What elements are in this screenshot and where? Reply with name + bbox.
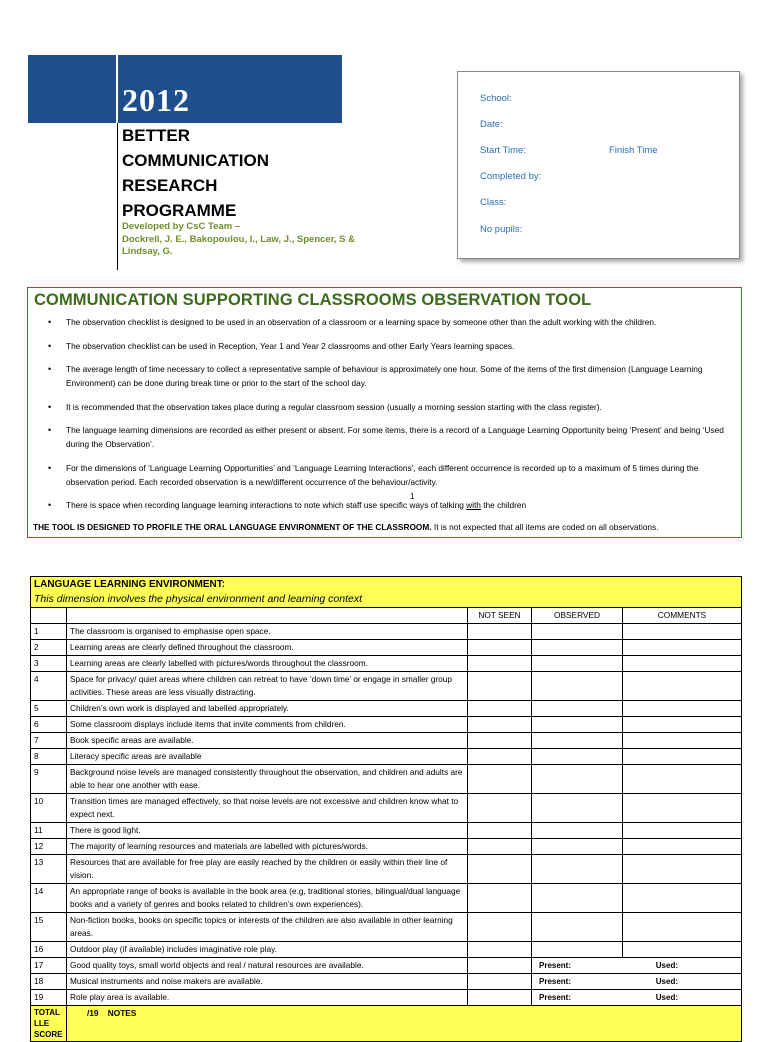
row-criterion: Book specific areas are available. [67, 733, 468, 749]
row-number: 7 [31, 733, 67, 749]
instruction-item: • The language learning dimensions are recorded as either present or absent. For some items, there is a record of a Language Learning Opportunity being ‘Present’ and being ‘Used during the Observation’. [48, 423, 738, 451]
table-title-row [31, 577, 742, 608]
row-number: 10 [31, 794, 67, 823]
title-line: COMMUNICATION [122, 151, 269, 170]
table-row [31, 884, 742, 913]
table-subtitle: This dimension involves the physical environment and learning context [34, 593, 363, 605]
total-label-line: LLE [34, 1019, 50, 1028]
row-number: 16 [31, 942, 67, 958]
not-seen-cell[interactable] [468, 794, 532, 823]
table-row [31, 749, 742, 765]
credit-line: Lindsay, G. [122, 246, 173, 257]
instruction-item: • The average length of time necessary to collect a representative sample of behaviour is approximately one hour. Some of the items of the first dimension (Language Learning Environment) can be done during break time or prior to the start of the school day. [48, 362, 738, 390]
not-seen-cell[interactable] [468, 942, 532, 958]
row-number: 17 [31, 958, 67, 974]
table-row [31, 701, 742, 717]
table-body [31, 624, 742, 1006]
no-pupils-field[interactable]: No pupils: [480, 224, 523, 235]
instruction-item: • The observation checklist can be used in Reception, Year 1 and Year 2 classrooms and other Early Years learning spaces. [48, 339, 738, 353]
comments-cell[interactable] [623, 749, 742, 765]
class-field[interactable]: Class: [480, 197, 507, 208]
observed-cell[interactable] [532, 855, 623, 884]
not-seen-cell[interactable] [468, 656, 532, 672]
present-used-labels [535, 975, 738, 988]
row-number: 5 [31, 701, 67, 717]
present-used-cell[interactable] [532, 958, 742, 974]
not-seen-cell[interactable] [468, 990, 532, 1006]
comments-cell[interactable] [623, 794, 742, 823]
used-label: Used: [655, 977, 679, 986]
observed-cell[interactable] [532, 884, 623, 913]
footer-bold: THE TOOL IS DESIGNED TO PROFILE THE ORAL LANGUAGE ENVIRONMENT OF THE CLASSROOM. [33, 522, 432, 532]
used-label: Used: [655, 961, 679, 970]
observed-cell[interactable] [532, 765, 623, 794]
observed-cell[interactable] [532, 794, 623, 823]
comments-cell[interactable] [623, 855, 742, 884]
not-seen-cell[interactable] [468, 733, 532, 749]
table-row [31, 765, 742, 794]
total-label-line: TOTAL [34, 1008, 60, 1017]
row-number: 13 [31, 855, 67, 884]
not-seen-cell[interactable] [468, 884, 532, 913]
row-criterion: The majority of learning resources and materials are labelled with pictures/words. [67, 839, 468, 855]
table-row [31, 794, 742, 823]
title-line: BETTER [122, 126, 190, 145]
row-criterion: Space for privacy/ quiet areas where children can retreat to have ‘down time’ or engage in smaller group activities. These areas are less visually distracting. [67, 672, 468, 701]
blank-header [67, 608, 468, 624]
row-number: 14 [31, 884, 67, 913]
row-number: 4 [31, 672, 67, 701]
comments-cell[interactable] [623, 656, 742, 672]
table-title-cell [31, 577, 742, 608]
row-number: 3 [31, 656, 67, 672]
instruction-item: • The observation checklist is designed to be used in an observation of a classroom or a learning space by someone other than the adult working with the children. [48, 315, 738, 329]
present-label: Present: [539, 993, 572, 1002]
row-criterion: Some classroom displays include items that invite comments from children. [67, 717, 468, 733]
row-number: 18 [31, 974, 67, 990]
row-number: 8 [31, 749, 67, 765]
date-field[interactable]: Date: [480, 119, 503, 130]
row-criterion: There is good light. [67, 823, 468, 839]
table-row [31, 839, 742, 855]
present-label: Present: [539, 977, 572, 986]
row-criterion: Outdoor play (if available) includes imaginative role play. [67, 942, 468, 958]
present-used-cell[interactable] [532, 990, 742, 1006]
comments-cell[interactable] [623, 733, 742, 749]
not-seen-cell[interactable] [468, 765, 532, 794]
row-criterion: Transition times are managed effectively, so that noise levels are not excessive and children know what to expect next. [67, 794, 468, 823]
tool-heading: COMMUNICATION SUPPORTING CLASSROOMS OBSERVATION TOOL [34, 291, 592, 309]
col-comments: COMMENTS [623, 608, 742, 624]
row-number: 2 [31, 640, 67, 656]
not-seen-cell[interactable] [468, 717, 532, 733]
tool-footer [33, 522, 659, 532]
not-seen-cell[interactable] [468, 624, 532, 640]
table-row [31, 672, 742, 701]
finish-time-field[interactable]: Finish Time [609, 145, 658, 156]
observed-cell[interactable] [532, 640, 623, 656]
row-number: 12 [31, 839, 67, 855]
banner-divider [116, 55, 118, 123]
instruction-text-end: the children [480, 500, 527, 510]
table-row [31, 958, 742, 974]
observed-cell[interactable] [532, 701, 623, 717]
col-observed: OBSERVED [532, 608, 623, 624]
lle-table [30, 576, 742, 1042]
comments-cell[interactable] [623, 942, 742, 958]
table-row [31, 942, 742, 958]
observed-cell[interactable] [532, 749, 623, 765]
comments-cell[interactable] [623, 672, 742, 701]
instruction-item: • For the dimensions of ‘Language Learning Opportunities’ and ‘Language Learning Interactions’, each different occurrence is recorded up to a maximum of 5 times during the observation period. Each recorded observation is a new/different occurrence of the behaviour/activity. [48, 461, 738, 489]
present-label: Present: [539, 961, 572, 970]
observed-cell[interactable] [532, 717, 623, 733]
comments-cell[interactable] [623, 839, 742, 855]
comments-cell[interactable] [623, 913, 742, 942]
row-criterion: Learning areas are clearly defined throughout the classroom. [67, 640, 468, 656]
instruction-text: There is space when recording language learning interactions to note which staff use specific ways of talking [66, 500, 467, 510]
row-criterion: Good quality toys, small world objects and real / natural resources are available. [67, 958, 468, 974]
not-seen-cell[interactable] [468, 640, 532, 656]
comments-cell[interactable] [623, 701, 742, 717]
row-criterion: Children’s own work is displayed and labelled appropriately. [67, 701, 468, 717]
title-line: RESEARCH [122, 176, 218, 195]
underlined-word: with [466, 500, 481, 510]
row-number: 1 [31, 624, 67, 640]
title-line: PROGRAMME [122, 201, 237, 220]
credits [122, 221, 355, 259]
not-seen-cell[interactable] [468, 749, 532, 765]
header-rule [117, 123, 118, 270]
start-time-field[interactable]: Start Time: [480, 145, 526, 156]
not-seen-cell[interactable] [468, 974, 532, 990]
year: 2012 [122, 82, 190, 118]
footer-text: It is not expected that all items are coded on all observations. [431, 522, 659, 532]
observed-cell[interactable] [532, 942, 623, 958]
row-criterion: Musical instruments and noise makers are available. [67, 974, 468, 990]
total-label-line: SCORE [34, 1030, 63, 1039]
instructions-box [27, 287, 742, 538]
comments-cell[interactable] [623, 640, 742, 656]
credit-line: Dockrell, J. E., Bakopoulou, I., Law, J., Spencer, S & [122, 233, 355, 245]
table-row [31, 974, 742, 990]
column-header-row [31, 608, 742, 624]
instruction-item: • It is recommended that the observation takes place during a regular classroom session (usually a morning session starting with the class register). [48, 400, 738, 414]
comments-cell[interactable] [623, 765, 742, 794]
row-number: 19 [31, 990, 67, 1006]
comments-cell[interactable] [623, 884, 742, 913]
not-seen-cell[interactable] [468, 855, 532, 884]
row-number: 11 [31, 823, 67, 839]
observed-cell[interactable] [532, 672, 623, 701]
table-row [31, 990, 742, 1006]
instructions-list [48, 315, 738, 522]
not-seen-cell[interactable] [468, 672, 532, 701]
credit-line: Developed by CsC Team – [122, 221, 241, 232]
row-criterion: The classroom is organised to emphasise open space. [67, 624, 468, 640]
row-criterion: Resources that are available for free play are easily reached by the children or easily within their line of vision. [67, 855, 468, 884]
table-row [31, 913, 742, 942]
observed-cell[interactable] [532, 733, 623, 749]
total-score: /19 [87, 1008, 99, 1018]
total-row [31, 1006, 742, 1042]
total-score-cell[interactable] [67, 1006, 742, 1042]
table-row [31, 624, 742, 640]
not-seen-cell[interactable] [468, 958, 532, 974]
table-row [31, 823, 742, 839]
observed-cell[interactable] [532, 913, 623, 942]
table-row [31, 717, 742, 733]
table-row [31, 733, 742, 749]
programme-title [122, 123, 269, 223]
blank-header [31, 608, 67, 624]
present-used-labels [535, 991, 738, 1004]
school-field[interactable]: School: [480, 93, 512, 104]
notes-label: NOTES [107, 1008, 137, 1018]
footnote-mark: 1 [410, 492, 415, 501]
table-row [31, 656, 742, 672]
total-label [31, 1006, 67, 1042]
used-label: Used: [655, 993, 679, 1002]
row-number: 6 [31, 717, 67, 733]
row-criterion: Background noise levels are managed consistently throughout the observation, and children and adults are able to hear one another with ease. [67, 765, 468, 794]
instruction-item [48, 498, 738, 512]
row-criterion: An appropriate range of books is available in the book area (e.g, traditional stories, bilingual/dual language books and a variety of genres and books related to children’s own experiences). [67, 884, 468, 913]
observation-info-box [457, 71, 740, 259]
row-number: 9 [31, 765, 67, 794]
comments-cell[interactable] [623, 823, 742, 839]
observed-cell[interactable] [532, 823, 623, 839]
row-criterion: Non-fiction books, books on specific topics or interests of the children are also available in other learning areas. [67, 913, 468, 942]
not-seen-cell[interactable] [468, 839, 532, 855]
not-seen-cell[interactable] [468, 823, 532, 839]
observed-cell[interactable] [532, 624, 623, 640]
table-title: LANGUAGE LEARNING ENVIRONMENT: [34, 579, 226, 590]
present-used-labels [535, 959, 738, 972]
row-number: 15 [31, 913, 67, 942]
row-criterion: Role play area is available. [67, 990, 468, 1006]
table-row [31, 855, 742, 884]
col-not-seen: NOT SEEN [468, 608, 532, 624]
row-criterion: Literacy specific areas are available [67, 749, 468, 765]
observed-cell[interactable] [532, 839, 623, 855]
not-seen-cell[interactable] [468, 913, 532, 942]
observed-cell[interactable] [532, 656, 623, 672]
comments-cell[interactable] [623, 624, 742, 640]
comments-cell[interactable] [623, 717, 742, 733]
not-seen-cell[interactable] [468, 701, 532, 717]
completed-by-field[interactable]: Completed by: [480, 171, 542, 182]
table-row [31, 640, 742, 656]
row-criterion: Learning areas are clearly labelled with pictures/words throughout the classroom. [67, 656, 468, 672]
present-used-cell[interactable] [532, 974, 742, 990]
